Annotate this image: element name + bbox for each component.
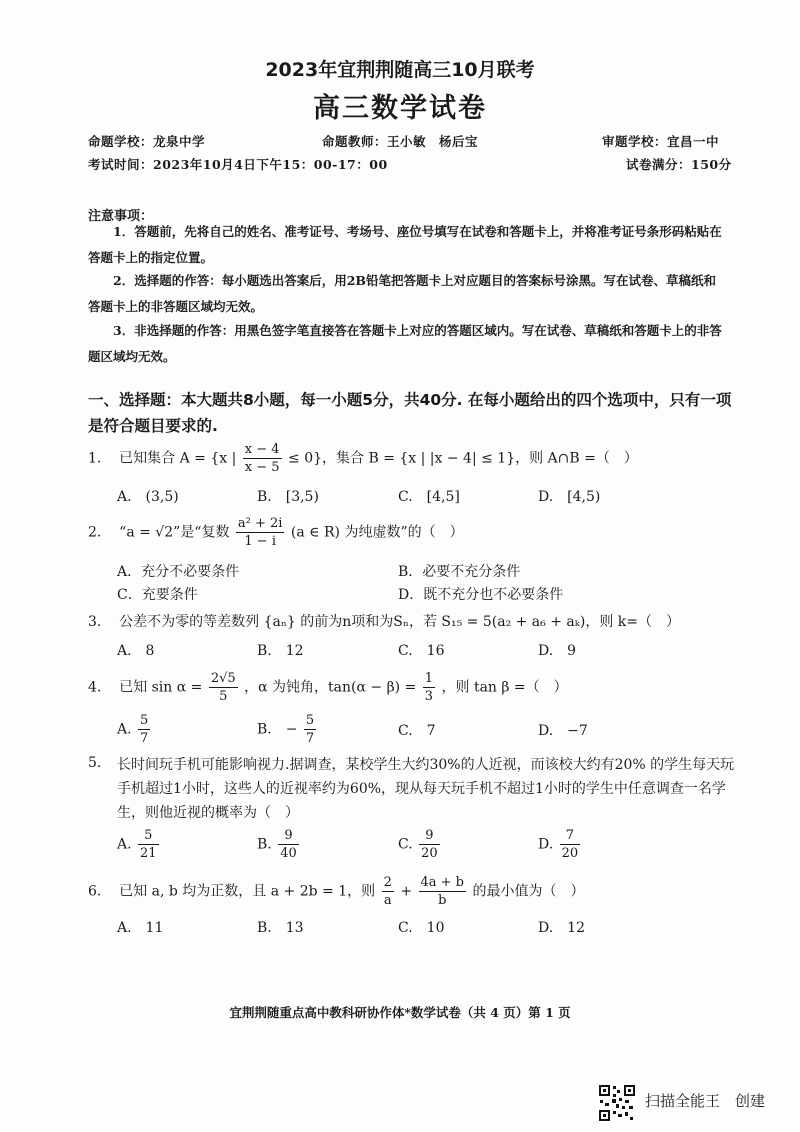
option-label: D.	[538, 836, 554, 853]
option-a: A. 8	[117, 643, 155, 659]
note-item: 3．非选择题的作答：用黑色签字笔直接答在答题卡上对应的答题区域内。写在试卷、草稿纸和答题卡上的非答题区域均无效。	[88, 323, 722, 364]
fraction-denominator: 7	[140, 731, 149, 746]
question-text: ，α 为钝角，tan(α − β) =	[244, 679, 417, 696]
fraction-numerator: 5	[305, 713, 315, 728]
option-d: D. −7	[538, 723, 588, 739]
option-b: B. [3,5)	[257, 489, 319, 505]
option-label: B.	[257, 836, 272, 853]
option-b: B. 12	[257, 643, 304, 659]
option-a: A. (3,5)	[117, 489, 179, 505]
option-c: C. [4,5]	[398, 489, 460, 505]
fraction-denominator: 1 − i	[244, 534, 276, 549]
fraction	[236, 515, 285, 550]
scanner-watermark: 扫描全能王 创建	[645, 1092, 766, 1110]
fraction-numerator: 5	[140, 713, 149, 728]
question-4	[88, 670, 568, 705]
fraction	[243, 441, 282, 476]
option-a	[117, 827, 161, 862]
question-text: 已知 a, b 均为正数，且 a + 2b = 1，则	[119, 883, 376, 900]
note-item: 2．选择题的作答：每小题选出答案后，用2B铅笔把答题卡上对应题目的答案标号涂黑。写在试卷、草稿纸和答题卡上的非答题区域均无效。	[88, 273, 716, 314]
option-a: A．充分不必要条件	[117, 564, 240, 580]
qr-code-icon	[598, 1084, 636, 1122]
full-score: 试卷满分：150分	[626, 157, 732, 172]
option-c: C．充要条件	[117, 587, 198, 603]
question-text: 长时间玩手机可能影响视力.据调查，某校学生大约30%的人近视，而该校大约有20% 的学生每天玩手机超过1小时，这些人的近视率约为60%，现从每天玩手机不超过1小时的学生中任意调查一名学生，则他近视的概率为（ ）	[117, 757, 735, 821]
question-teachers: 命题教师：王小敏 杨后宝	[322, 134, 479, 149]
option-c: C. 16	[398, 643, 445, 659]
option-label: A.	[117, 721, 132, 738]
fraction	[278, 827, 299, 862]
question-text: 已知 sin α =	[119, 679, 203, 696]
note-item: 1．答题前，先将自己的姓名、准考证号、考场号、座位号填写在试卷和答题卡上，并将准考证号条形码粘贴在答题卡上的指定位置。	[88, 224, 722, 265]
question-school: 命题学校：龙泉中学	[88, 134, 206, 149]
option-a	[117, 712, 152, 747]
question-2	[88, 515, 464, 550]
question-number: 2.	[88, 524, 102, 541]
option-c	[398, 827, 442, 862]
fraction-numerator: 5	[138, 827, 159, 845]
option-a: A. 11	[117, 920, 164, 936]
fraction-numerator: 9	[278, 827, 299, 845]
fraction-denominator: 3	[424, 689, 434, 704]
fraction	[419, 874, 467, 909]
page-footer: 宜荆荆随重点高中教科研协作体*数学试卷（共 4 页）第 1 页	[229, 1005, 571, 1020]
fraction	[138, 712, 150, 747]
fraction	[560, 827, 581, 862]
option-d: D. 9	[538, 643, 577, 659]
fraction	[419, 827, 440, 862]
fraction-denominator: b	[438, 893, 447, 908]
question-text: 公差不为零的等差数列 {aₙ} 的前为n项和为Sₙ，若 S₁₅ = 5(a₂ + a₆ + aₖ)，则 k=（ ）	[119, 614, 680, 630]
option-d: D．既不充分也不必要条件	[398, 587, 564, 603]
question-1	[88, 441, 638, 476]
fraction	[138, 827, 159, 862]
question-3	[88, 611, 680, 631]
question-number: 3.	[88, 614, 102, 630]
fraction-denominator: 21	[140, 846, 157, 861]
question-number: 6.	[88, 883, 102, 900]
fraction-denominator: 20	[421, 846, 438, 861]
fraction-numerator: x − 4	[244, 442, 280, 457]
fraction-numerator: 4a + b	[420, 875, 465, 890]
option-b	[257, 712, 318, 747]
exam-time: 考试时间：2023年10月4日下午15：00-17：00	[88, 157, 388, 172]
question-text: (a ∈ R) 为纯虚数”的（ ）	[290, 524, 464, 541]
notes-heading: 注意事项：	[88, 209, 154, 224]
option-b	[257, 827, 301, 862]
option-d: D. 12	[538, 920, 585, 936]
question-number: 5.	[88, 755, 102, 771]
question-number: 4.	[88, 679, 102, 696]
question-number: 1.	[88, 450, 102, 467]
option-label: C.	[398, 836, 413, 853]
fraction	[209, 670, 238, 705]
question-text: “a = √2”是“复数	[119, 524, 230, 541]
fraction-denominator: 40	[280, 846, 297, 861]
fraction-denominator: 5	[219, 689, 228, 704]
section-heading: 一、选择题：本大题共8小题，每一小题5分，共40分. 在每小题给出的四个选项中，只有一项是符合题目要求的.	[88, 391, 732, 435]
fraction-denominator: x − 5	[244, 460, 280, 475]
fraction	[382, 874, 394, 909]
fraction-numerator: 2	[383, 875, 392, 890]
fraction-denominator: 7	[305, 731, 315, 746]
fraction-numerator: 7	[560, 827, 581, 845]
fraction-numerator: 2√5	[210, 671, 236, 686]
question-text: +	[400, 883, 413, 900]
question-text: ，则 tan β =（ ）	[441, 679, 568, 696]
fraction	[423, 670, 435, 705]
exam-subtitle: 高三数学试卷	[313, 93, 487, 124]
option-b: B. 13	[257, 920, 304, 936]
exam-title: 2023年宜荆荆随高三10月联考	[265, 59, 535, 81]
option-c: C. 10	[398, 920, 445, 936]
question-text: 已知集合 A = {x |	[119, 450, 237, 467]
fraction-numerator: 1	[424, 671, 434, 686]
review-school: 审题学校：宜昌一中	[602, 134, 720, 149]
option-label: B. −	[257, 721, 298, 738]
question-text: 的最小值为（ ）	[472, 883, 585, 900]
fraction-numerator: a² + 2i	[237, 516, 283, 531]
question-6	[88, 874, 584, 909]
fraction	[304, 712, 316, 747]
option-d	[538, 827, 582, 862]
option-c: C. 7	[398, 723, 436, 739]
option-label: A.	[117, 836, 132, 853]
option-d: D. [4,5)	[538, 489, 601, 505]
option-b: B．必要不充分条件	[398, 564, 521, 580]
question-text: ≤ 0}，集合 B = {x | |x − 4| ≤ 1}，则 A∩B =（ ）	[288, 450, 638, 467]
fraction-denominator: 20	[561, 846, 579, 861]
fraction-denominator: a	[383, 893, 392, 908]
fraction-numerator: 9	[419, 827, 440, 845]
